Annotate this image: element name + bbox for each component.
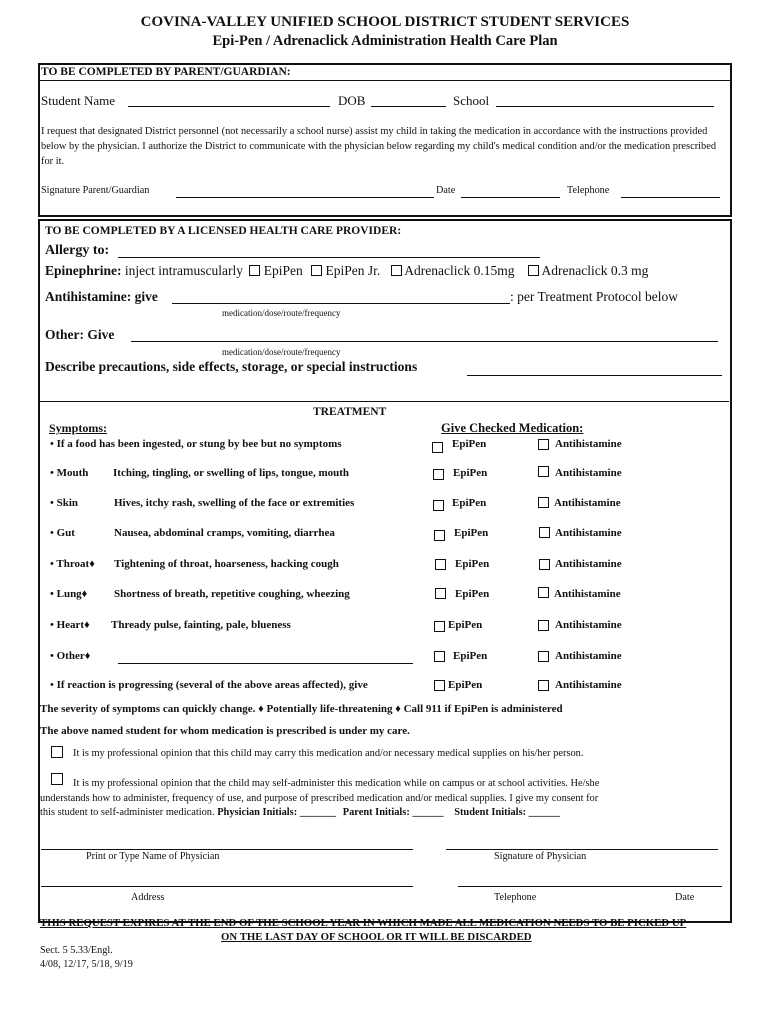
symptom-area: If a food has been ingested, or stung by bee but no symptoms xyxy=(56,438,342,450)
antihistamine-label: Antihistamine xyxy=(555,679,622,691)
parent-date-label: Date xyxy=(436,185,456,196)
give-medication-heading: Give Checked Medication: xyxy=(441,421,584,435)
parent-initials[interactable]: Parent Initials: ______ xyxy=(342,807,444,818)
antihistamine-checkbox[interactable] xyxy=(538,466,549,477)
symptom-area: Throat♦ xyxy=(56,558,95,570)
parent-signature-label: Signature Parent/Guardian xyxy=(41,185,150,196)
antihistamine-caption: medication/dose/route/frequency xyxy=(222,308,341,318)
epipen-label: EpiPen xyxy=(453,650,488,662)
adrenaclick-015-option: Adrenaclick 0.15mg xyxy=(404,263,515,278)
epipen-label: EpiPen xyxy=(453,467,488,479)
antihistamine-checkbox[interactable] xyxy=(538,651,549,662)
antihistamine-checkbox[interactable] xyxy=(538,587,549,598)
self-administer-text-2: understands how to administer, frequency of use, and purpose of prescribed medication and/or medical supplies. I give my consent for xyxy=(40,793,599,804)
symptom-row-other: • Other♦ xyxy=(50,650,91,662)
carry-medication-text: It is my professional opinion that this child may carry this medication and/or necessary medical supplies on his/her person. xyxy=(73,748,584,759)
symptom-area: If reaction is progressing (several of the above areas affected), give xyxy=(56,679,368,691)
symptom-area: Mouth xyxy=(56,467,89,479)
antihistamine-label: Antihistamine xyxy=(555,619,622,631)
provider-section-heading: TO BE COMPLETED BY A LICENSED HEALTH CARE PROVIDER: xyxy=(45,225,402,237)
parent-section-heading: TO BE COMPLETED BY PARENT/GUARDIAN: xyxy=(41,66,291,78)
self-administer-text-3: this student to self-administer medication. xyxy=(40,807,215,818)
epipen-label: EpiPen xyxy=(455,558,490,570)
form-title: COVINA-VALLEY UNIFIED SCHOOL DISTRICT STUDENT SERVICES xyxy=(140,14,630,30)
antihistamine-checkbox[interactable] xyxy=(539,559,550,570)
parent-signature-field[interactable] xyxy=(176,197,434,198)
antihistamine-label: Antihistamine xyxy=(555,527,622,539)
symptom-description: Nausea, abdominal cramps, vomiting, diarrhea xyxy=(114,527,335,539)
epipen-checkbox[interactable] xyxy=(435,559,446,570)
epipen-label: EpiPen xyxy=(448,619,483,631)
adrenaclick-03-option: Adrenaclick 0.3 mg xyxy=(541,263,649,278)
symptom-area: Skin xyxy=(56,497,79,509)
symptom-row-skin: • Skin xyxy=(50,497,79,509)
symptom-description: Tightening of throat, hoarseness, hacking cough xyxy=(114,558,339,570)
school-field[interactable] xyxy=(496,106,714,107)
treatment-heading: TREATMENT xyxy=(313,406,387,418)
antihistamine-label: Antihistamine xyxy=(554,497,621,509)
epipen-label: EpiPen xyxy=(452,497,487,509)
symptom-area: Heart♦ xyxy=(56,619,90,631)
describe-label: Describe precautions, side effects, storage, or special instructions xyxy=(45,359,418,374)
adrenaclick-03-checkbox[interactable] xyxy=(528,265,539,276)
antihistamine-label: Antihistamine xyxy=(554,588,621,600)
telephone-label: Telephone xyxy=(494,892,537,903)
other-symptom-field[interactable] xyxy=(118,663,413,664)
antihistamine-label: Antihistamine xyxy=(555,438,622,450)
epipen-checkbox[interactable] xyxy=(434,680,445,691)
symptom-area: Other♦ xyxy=(56,650,91,662)
epipen-label: EpiPen xyxy=(448,679,483,691)
symptom-row-food: • If a food has been ingested, or stung by bee but no symptoms xyxy=(50,438,342,450)
student-name-field[interactable] xyxy=(128,106,330,107)
epipen-checkbox[interactable] xyxy=(434,651,445,662)
parent-telephone-field[interactable] xyxy=(621,197,720,198)
severity-note: The severity of symptoms can quickly change. ♦ Potentially life-threatening ♦ Call 911 if EpiPen is administered xyxy=(40,703,563,715)
epipen-checkbox[interactable] xyxy=(434,530,445,541)
expiration-notice-1: THIS REQUEST EXPIRES AT THE END OF THE SCHOOL YEAR IN WHICH MADE ALL MEDICATION NEEDS TO BE PICKED UP xyxy=(40,917,687,929)
student-initials[interactable]: Student Initials: ______ xyxy=(454,807,560,818)
antihistamine-checkbox[interactable] xyxy=(539,527,550,538)
address-field[interactable] xyxy=(41,886,413,887)
symptom-row-heart: • Heart♦ xyxy=(50,619,90,631)
expiration-notice-2: ON THE LAST DAY OF SCHOOL OR IT WILL BE DISCARDED xyxy=(221,931,532,943)
epipen-checkbox[interactable] xyxy=(435,588,446,599)
antihistamine-label: Antihistamine xyxy=(555,467,622,479)
epipen-checkbox[interactable] xyxy=(432,442,443,453)
antihistamine-checkbox[interactable] xyxy=(538,620,549,631)
antihistamine-checkbox[interactable] xyxy=(538,497,549,508)
epinephrine-row xyxy=(45,263,648,279)
epipen-label: EpiPen xyxy=(452,438,487,450)
date-label: Date xyxy=(675,892,695,903)
symptom-area: Gut xyxy=(56,527,75,539)
antihistamine-suffix: : per Treatment Protocol below xyxy=(510,289,678,304)
student-name-label: Student Name xyxy=(41,93,116,108)
epipen-checkbox[interactable] xyxy=(433,469,444,480)
epipen-checkbox[interactable] xyxy=(433,500,444,511)
symptom-description: Thready pulse, fainting, pale, blueness xyxy=(111,619,291,631)
parent-consent-text: I request that designated District personnel (not necessarily a school nurse) assist my child in taking the medication in accordance with the instructions provided below by the physician. I authorize the District to communicate with the physician below regarding my child's medical condition and/or the medication prescribed for it. xyxy=(41,126,717,167)
epipen-jr-option: EpiPen Jr. xyxy=(325,263,381,278)
antihistamine-label: Antihistamine: give xyxy=(45,289,158,304)
symptom-description: Hives, itchy rash, swelling of the face or extremities xyxy=(114,497,355,509)
address-label: Address xyxy=(131,892,165,903)
adrenaclick-015-checkbox[interactable] xyxy=(391,265,402,276)
antihistamine-label: Antihistamine xyxy=(555,558,622,570)
epipen-option: EpiPen xyxy=(263,263,303,278)
epipen-label: EpiPen xyxy=(454,527,489,539)
other-field[interactable] xyxy=(131,341,718,342)
allergy-field[interactable] xyxy=(118,257,540,258)
symptom-description: Shortness of breath, repetitive coughing, wheezing xyxy=(114,588,350,600)
self-administer-checkbox[interactable] xyxy=(51,773,63,785)
section-code: Sect. 5 5.33/Engl. xyxy=(40,945,113,956)
dob-label: DOB xyxy=(338,93,366,108)
above-named-statement: The above named student for whom medication is prescribed is under my care. xyxy=(40,725,410,737)
symptom-description: Itching, tingling, or swelling of lips, tongue, mouth xyxy=(113,467,350,479)
self-administer-text-1: It is my professional opinion that the child may self-administer this medication while on campus or at school activities. He/she xyxy=(73,778,600,789)
school-label: School xyxy=(453,93,490,108)
parent-date-field[interactable] xyxy=(461,197,560,198)
symptom-row-lung: • Lung♦ xyxy=(50,588,88,600)
antihistamine-checkbox[interactable] xyxy=(538,680,549,691)
epipen-label: EpiPen xyxy=(455,588,490,600)
antihistamine-checkbox[interactable] xyxy=(538,439,549,450)
symptom-row-gut: • Gut xyxy=(50,527,75,539)
epipen-checkbox[interactable] xyxy=(249,265,260,276)
carry-medication-checkbox[interactable] xyxy=(51,746,63,758)
symptoms-heading: Symptoms: xyxy=(49,421,108,435)
parent-telephone-label: Telephone xyxy=(567,185,610,196)
revision-dates: 4/08, 12/17, 5/18, 9/19 xyxy=(40,959,133,970)
antihistamine-field[interactable] xyxy=(172,303,510,304)
allergy-label: Allergy to: xyxy=(45,243,110,258)
symptom-row-progressing: • If reaction is progressing (several of the above areas affected), give xyxy=(50,679,368,691)
physician-initials[interactable]: Physician Initials: _______ xyxy=(217,807,337,818)
symptom-row-mouth: • Mouth xyxy=(50,467,89,479)
symptom-area: Lung♦ xyxy=(56,588,88,600)
physician-signature-field[interactable] xyxy=(446,849,718,850)
antihistamine-label: Antihistamine xyxy=(555,650,622,662)
dob-field[interactable] xyxy=(371,106,446,107)
describe-field[interactable] xyxy=(467,375,722,376)
other-caption: medication/dose/route/frequency xyxy=(222,347,341,357)
other-label: Other: Give xyxy=(45,327,115,342)
physician-name-label: Print or Type Name of Physician xyxy=(86,851,220,862)
form-subtitle: Epi-Pen / Adrenaclick Administration Health Care Plan xyxy=(212,33,558,49)
epinephrine-text: inject intramuscularly xyxy=(124,263,243,278)
self-administer-line-3 xyxy=(40,807,560,818)
epipen-jr-checkbox[interactable] xyxy=(311,265,322,276)
physician-signature-label: Signature of Physician xyxy=(494,851,587,862)
symptom-row-throat: • Throat♦ xyxy=(50,558,95,570)
telephone-date-field[interactable] xyxy=(458,886,722,887)
physician-name-field[interactable] xyxy=(41,849,413,850)
epinephrine-label: Epinephrine: xyxy=(45,263,122,278)
epipen-checkbox[interactable] xyxy=(434,621,445,632)
